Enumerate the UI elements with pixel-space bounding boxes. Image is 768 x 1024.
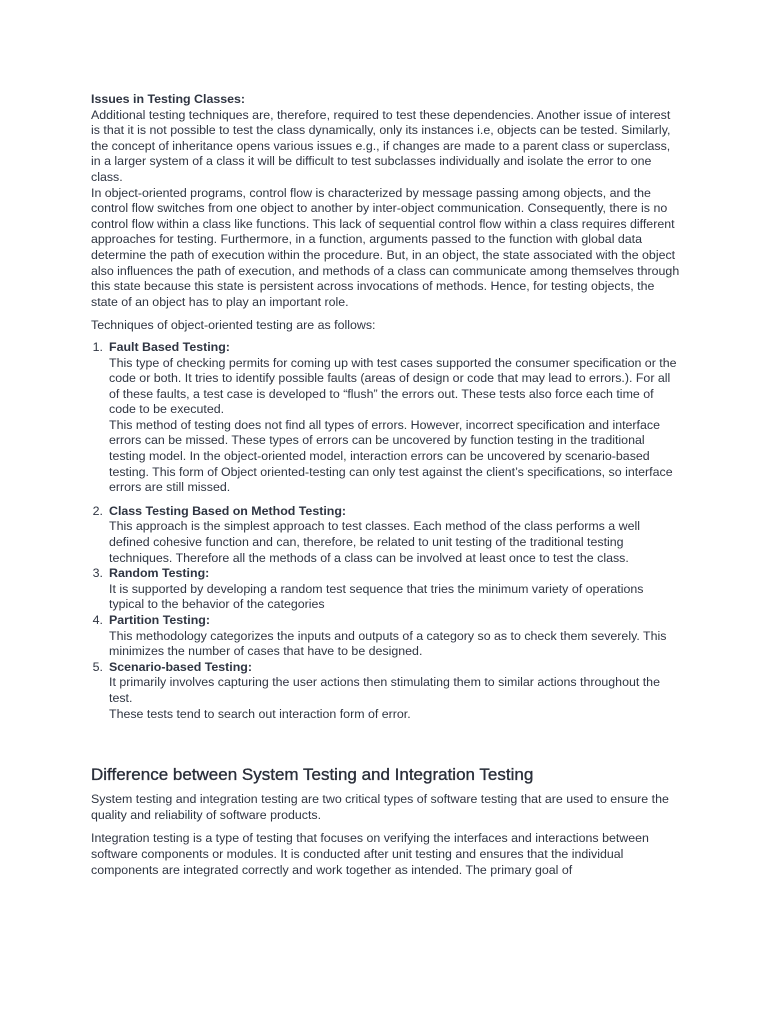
spacer xyxy=(91,823,681,831)
techniques-intro: Techniques of object-oriented testing are as follows: xyxy=(91,318,376,333)
issues-paragraph-2: In object-oriented programs, control flow is characterized by message passing among objects, and the control flow switches from one object to another by inter-object communication. Consequently, there is no control flow within a class like functions. This lack of sequential control flow within a class requires different approaches for testing. Furthermore, in a function, arguments passed to the function with global data determine the path of execution within the procedure. But, in an object, the state associated with the object also influences the path of execution, and methods of a class can communicate among themselves through this state because this state is persistent across invocations of methods. Hence, for testing objects, the state of an object has to play an important role. xyxy=(91,185,680,309)
list-item-title: Class Testing Based on Method Testing: xyxy=(109,503,347,518)
difference-paragraph-1: System testing and integration testing are two critical types of software testing that are used to ensure the quality and reliability of software products. xyxy=(91,792,669,822)
list-item-body-2: This method of testing does not find all types of errors. However, incorrect specification and interface errors can be missed. These types of errors can be uncovered by function testing in the traditional testing model. In the object-oriented model, interaction errors can be uncovered by scenario-based testing. This form of Object oriented-testing can only test against the client’s specifications, so interface errors are still missed. xyxy=(109,417,673,495)
list-item xyxy=(91,566,681,613)
list-item-title: Partition Testing: xyxy=(109,613,210,627)
list-item-body: This methodology categorizes the inputs and outputs of a category so as to check them severely. This minimizes the number of cases that have to be designed. xyxy=(109,628,667,659)
list-item-number: 4. xyxy=(92,613,103,627)
difference-paragraph-2: Integration testing is a type of testing that focuses on verifying the interfaces and interactions between software components or modules. It is conducted after unit testing and ensures that the individual components are integrated correctly and work together as intended. The primary goal of xyxy=(91,831,649,877)
list-item xyxy=(91,613,681,660)
section-title: Difference between System Testing and Integration Testing xyxy=(91,765,534,785)
list-item-number: 3. xyxy=(92,566,103,581)
spacer xyxy=(91,310,681,318)
list-item-body: It primarily involves capturing the user actions then stimulating them to similar actions throughout the test. xyxy=(109,675,660,705)
issues-heading: Issues in Testing Classes: xyxy=(91,92,246,106)
list-item xyxy=(91,340,681,504)
spacer xyxy=(109,496,681,504)
techniques-list xyxy=(91,340,681,722)
list-item-body: This approach is the simplest approach to test classes. Each method of the class performs a well defined cohesive function and can, therefore, be related to unit testing of the traditional testing techniques. Therefore all the methods of a class can be involved at least once to test the class. xyxy=(109,519,640,565)
list-item-body-2: These tests tend to search out interaction form of error. xyxy=(109,706,411,721)
list-item-body: This type of checking permits for coming up with test cases supported the consumer specification or the code or both. It tries to identify possible faults (areas of design or code that may lead to errors.). For all of these faults, a test case is developed to “flush” the errors out. These tests also force each time of code to be executed. xyxy=(109,355,677,417)
list-item-number: 2. xyxy=(92,503,103,518)
section-spacer xyxy=(91,722,681,764)
list-item-number: 1. xyxy=(92,339,103,354)
list-item-number: 5. xyxy=(92,659,103,674)
document-content xyxy=(91,92,681,878)
list-item-title: Scenario-based Testing: xyxy=(109,659,252,674)
list-item xyxy=(91,660,681,722)
list-item-title: Random Testing: xyxy=(109,566,210,581)
issues-paragraph-1: Additional testing techniques are, therefore, required to test these dependencies. Another issue of interest is that it is not possible to test the class dynamically, only its instances i.e, objects can be tested. Similarly, the concept of inheritance opens various issues e.g., if changes are made to a parent class or superclass, in a larger system of a class it will be difficult to test subclasses individually and isolate the error to one class. xyxy=(91,107,671,184)
list-item-body: It is supported by developing a random test sequence that tries the minimum variety of operations typical to the behavior of the categories xyxy=(109,581,644,612)
list-item-title: Fault Based Testing: xyxy=(109,339,230,354)
list-item xyxy=(91,504,681,566)
